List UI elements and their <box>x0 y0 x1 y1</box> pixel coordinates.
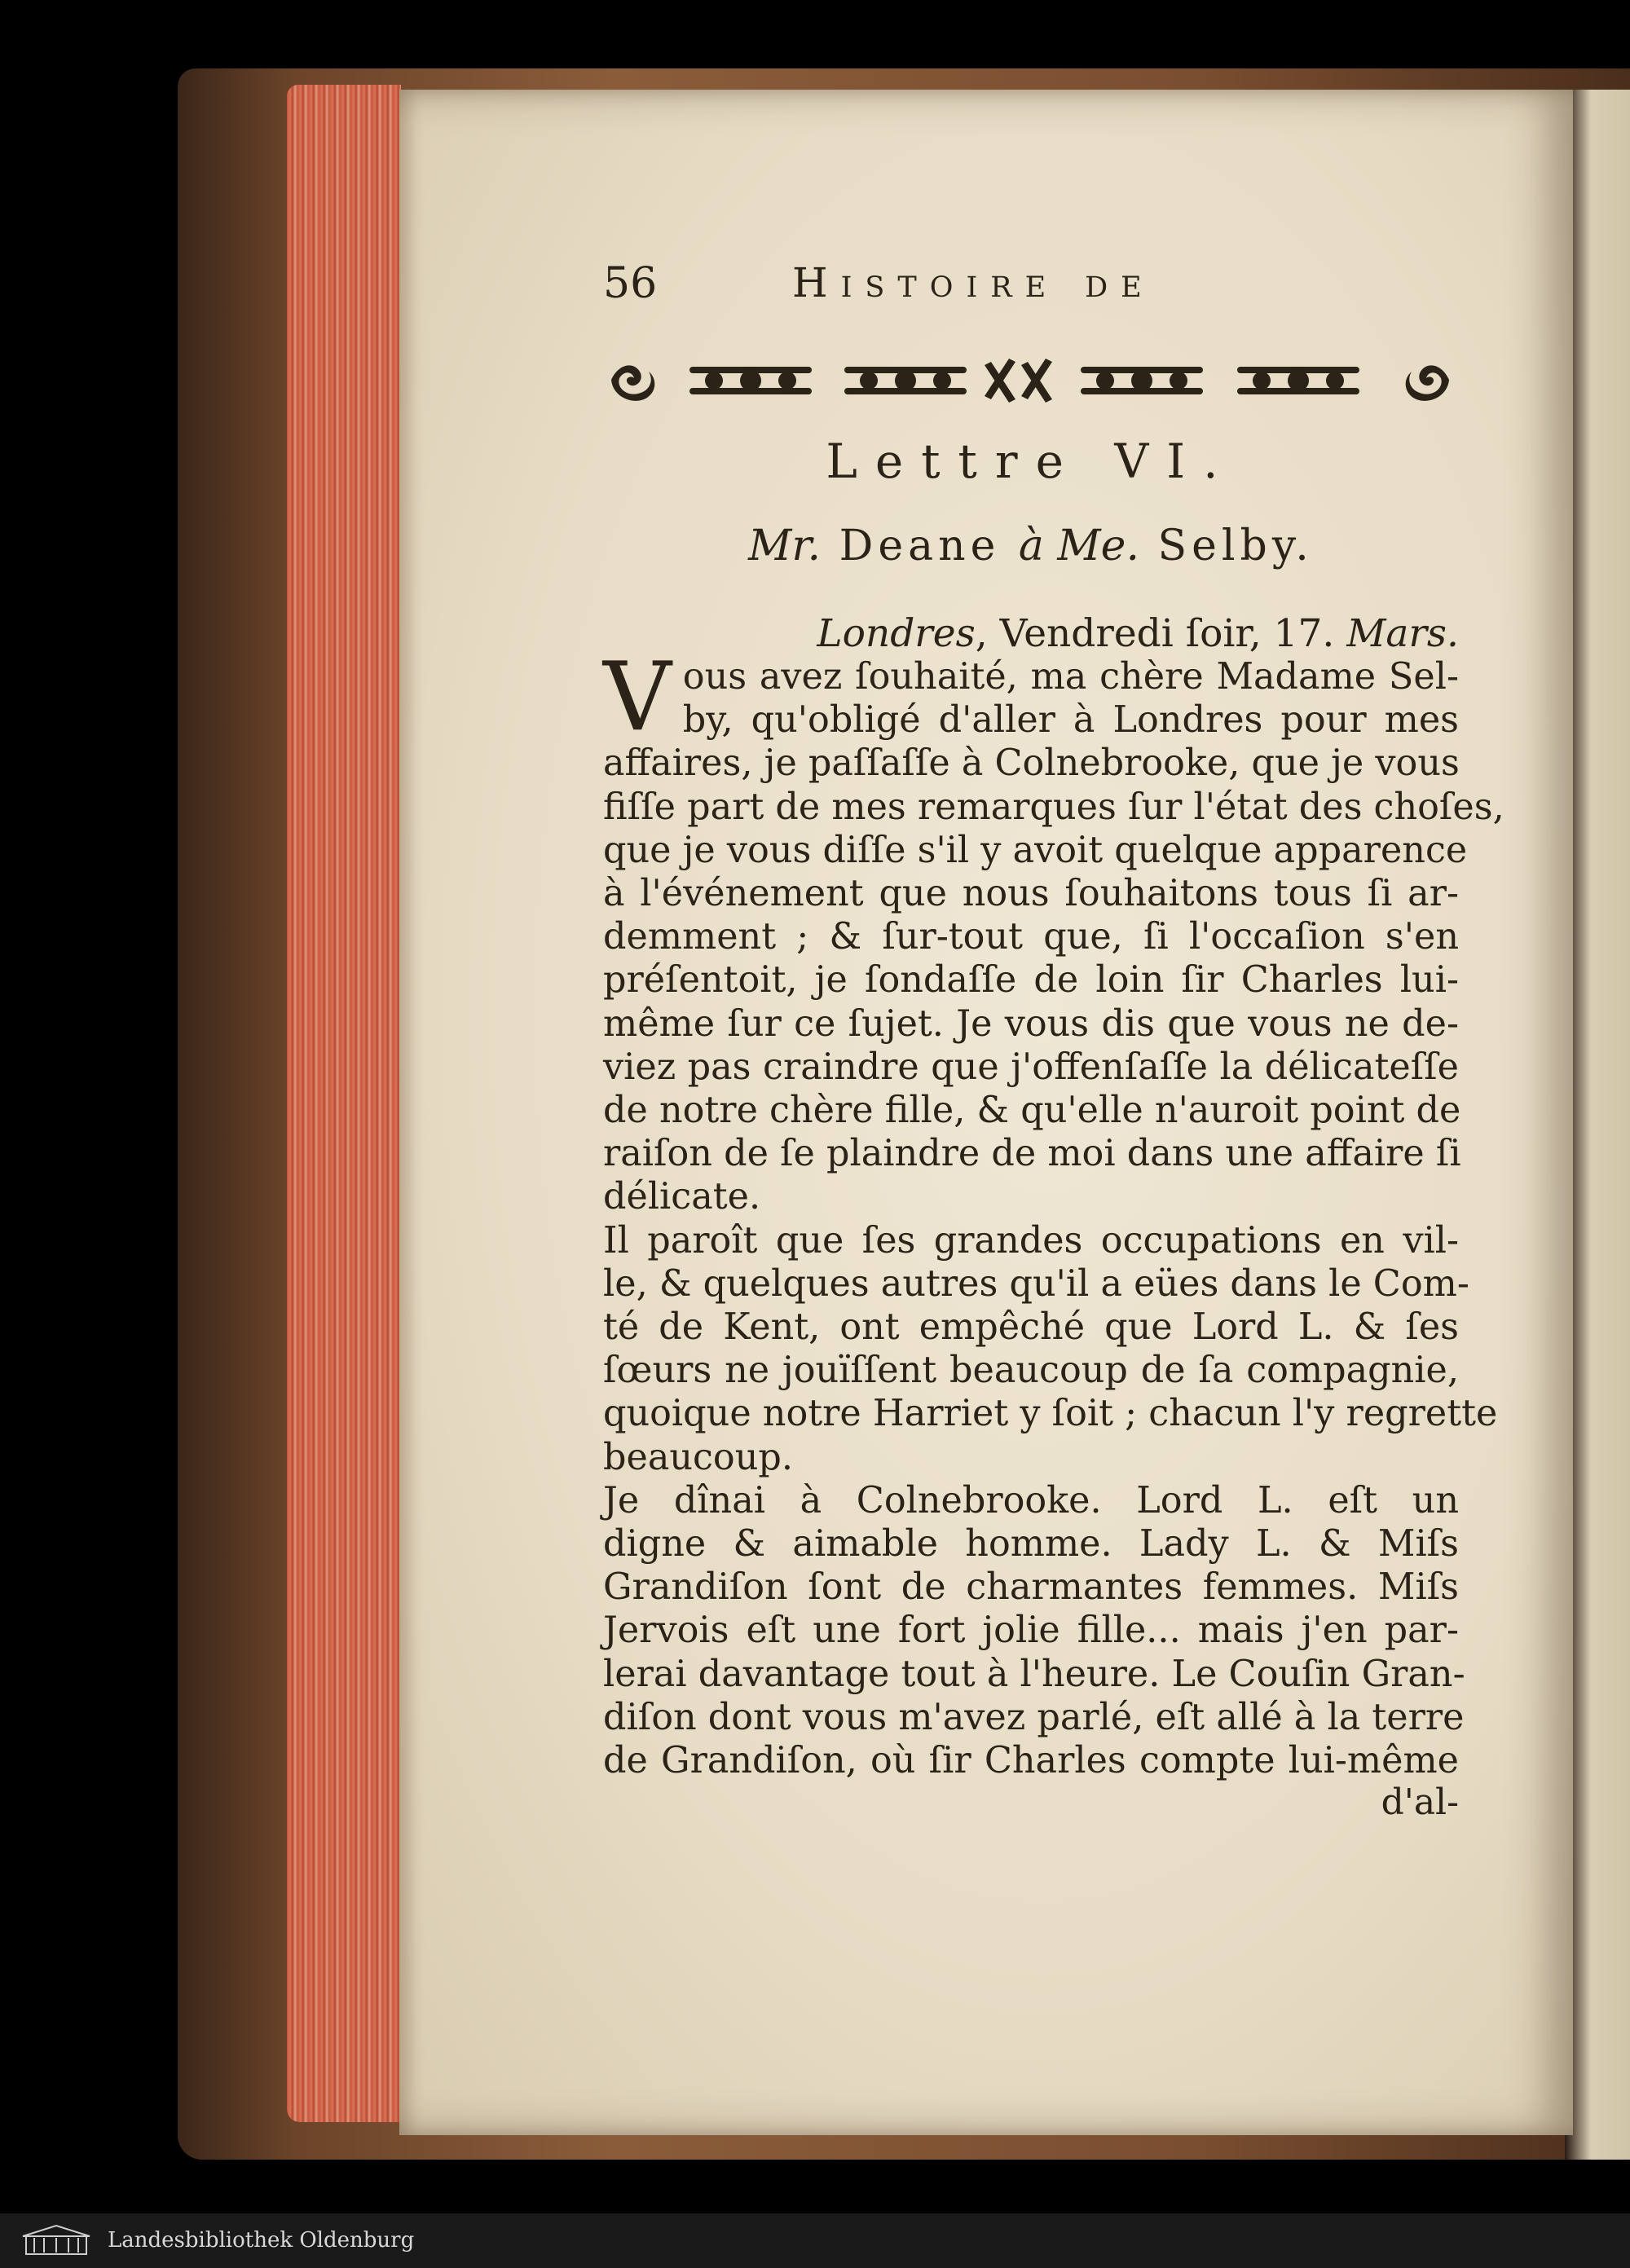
text-line: raiſon de ſe plaindre de moi dans une affaire ſi <box>603 1133 1461 1175</box>
running-title: Histoire de <box>792 259 1155 306</box>
text-line: lerai davantage tout à l'heure. Le Couſin Gran- <box>603 1653 1465 1695</box>
text-line: même ſur ce ſujet. Je vous dis que vous ne de- <box>603 1002 1459 1045</box>
ornament-fleuron-icon <box>1081 367 1203 394</box>
text-line: viez pas craindre que j'offenſaſſe la délicateſſe <box>603 1046 1459 1088</box>
ornament-scroll-icon <box>1406 365 1449 401</box>
text-line: délicate. <box>603 1176 761 1218</box>
ornament-band <box>608 355 1452 406</box>
text-line: fiſſe part de mes remarques ſur l'état des choſes, <box>603 786 1504 828</box>
recipient-name: Selby. <box>1157 522 1314 570</box>
ornament-fleuron-icon <box>844 367 967 394</box>
text-line: à l'événement que nous ſouhaitons tous ſi ar- <box>603 873 1459 915</box>
ornament-cross-icon <box>985 359 1052 403</box>
letter-body <box>603 642 1504 1782</box>
letter-title: Lettre VI. <box>826 434 1236 489</box>
footer-bar <box>0 2213 1630 2268</box>
text-line: Grandiſon ſont de charmantes femmes. Miſs <box>603 1566 1459 1609</box>
ornament-fleuron-icon <box>689 367 812 394</box>
text-line: quoique notre Harriet y ſoit ; chacun l'y regrette <box>603 1393 1498 1435</box>
text-line: affaires, je paſſaſſe à Colnebrooke, que je vous <box>603 742 1460 785</box>
text-line: Il paroît que ſes grandes occupations en vil- <box>603 1219 1459 1262</box>
dateline-month: Mars. <box>1346 611 1459 656</box>
text-line: demment ; & ſur-tout que, ſi l'occaſion s'en <box>603 916 1459 958</box>
text-line: préſentoit, je ſondaſſe de loin ſir Charles lui- <box>603 959 1459 1002</box>
text-line: Je dînai à Colnebrooke. Lord L. eſt un <box>603 1479 1459 1522</box>
text-line: de Grandiſon, où ſir Charles compte lui-même <box>603 1740 1459 1782</box>
text-line: ſœurs ne jouïſſent beaucoup de ſa compagnie, <box>603 1350 1459 1392</box>
facing-page-edge <box>1565 90 1630 2160</box>
library-building-icon <box>20 2223 93 2257</box>
page-edges <box>287 85 401 2122</box>
dateline-place: Londres <box>817 611 976 656</box>
library-name: Landesbibliothek Oldenburg <box>108 2228 415 2253</box>
text-line: que je vous diſſe s'il y avoit quelque apparence <box>603 829 1468 871</box>
drop-cap: V <box>603 642 672 752</box>
ornament-fleuron-icon <box>1237 367 1359 394</box>
text-line: té de Kent, ont empêché que Lord L. & ſes <box>603 1306 1459 1349</box>
text-line: de notre chère fille, & qu'elle n'auroit point de <box>603 1090 1461 1132</box>
text-line: ous avez ſouhaité, ma chère Madame Sel- <box>682 656 1459 698</box>
text-line: beaucoup. <box>603 1436 794 1478</box>
sender-prefix: Mr. <box>748 522 822 570</box>
sender-name: Deane <box>839 522 1001 570</box>
text-line: Jervois eſt une fort jolie fille... mais j'en par- <box>603 1610 1459 1652</box>
running-head <box>603 259 1304 308</box>
text-line: by, qu'obligé d'aller à Londres pour mes <box>682 699 1459 742</box>
letter-salutation <box>603 522 1459 570</box>
page-number: 56 <box>603 259 658 308</box>
text-line: digne & aimable homme. Lady L. & Miſs <box>603 1523 1459 1566</box>
text-line: le, & quelques autres qu'il a eües dans le Com- <box>603 1262 1469 1305</box>
dateline <box>603 611 1459 656</box>
ornament-scroll-icon <box>611 365 654 401</box>
recipient-prefix: à Me. <box>1018 522 1139 570</box>
catchword: d'al- <box>1381 1781 1459 1823</box>
text-line: diſon dont vous m'avez parlé, eſt allé à la terre <box>603 1696 1465 1738</box>
dateline-date: , Vendredi ſoir, 17. <box>975 611 1335 656</box>
